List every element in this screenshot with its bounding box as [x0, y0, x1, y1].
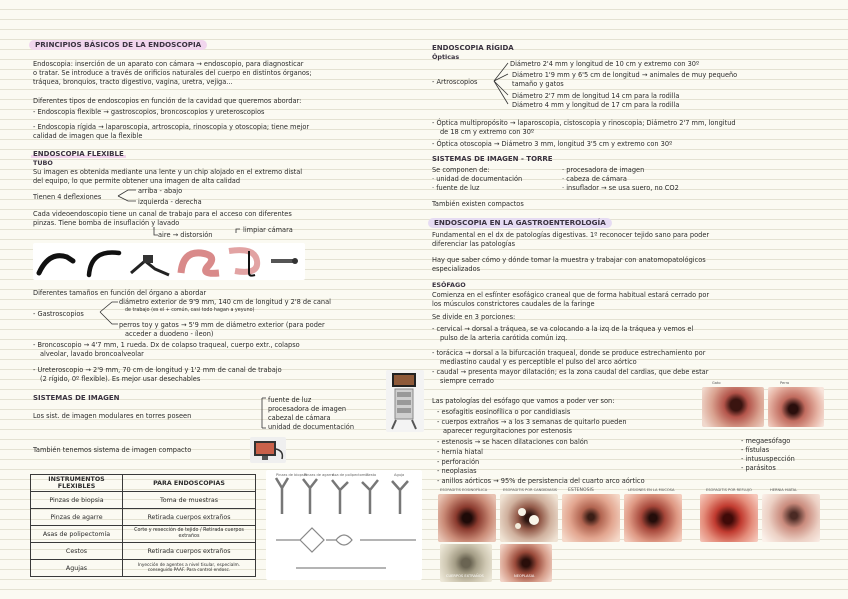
ureteroscopio-line1: - Ureteroscopio → 2'9 mm, 70 cm de longitud y 1'2 mm de canal de trabajo: [33, 366, 282, 374]
photo-caption: ESOFAGITIS EOSINOFÍLICA: [440, 488, 488, 492]
gastro-text-line4: especializados: [432, 265, 481, 273]
table-header-cell-2: PARA ENDOSCOPIAS: [123, 475, 256, 492]
instrumentos-images: [266, 470, 422, 580]
gastro-text-line1: Fundamental en el dx de patologías digestivas. 1º reconocer tejido sano para poder: [432, 231, 710, 239]
patologia-hernia: - hernia hiatal: [437, 448, 483, 456]
esofago-text-line2: los músculos constrictores caudales de la faringe: [432, 300, 595, 308]
endoscope-images-strip: [33, 243, 305, 280]
torre-unidad-documentacion: · unidad de documentación: [432, 175, 523, 183]
gastro-text-line3: Hay que saber cómo y dónde tomar la muestra y trabajar con anatomopatológicos: [432, 256, 706, 264]
photo-caption: ESOFAGITIS POR REFLUJO: [706, 488, 752, 492]
deflexion-arriba-abajo: arriba - abajo: [138, 187, 183, 195]
esofago-perro-photo: [768, 387, 824, 427]
sistema-procesadora: procesadora de imagen: [268, 405, 347, 413]
table-cell: Pinzas de agarre: [31, 509, 123, 526]
pathology-photo: [624, 494, 682, 542]
page-title: PRINCIPIOS BÁSICOS DE LA ENDOSCOPIA: [29, 40, 207, 50]
torre-insuflador: · insuflador → se usa suero, no CO2: [562, 184, 679, 192]
instr-caption: Aguja: [394, 473, 405, 477]
patologia-megaesofago: - megaesófago: [741, 437, 791, 445]
torre-endoscopia-image: [386, 370, 424, 432]
porcion-toracica-line1: - torácica → dorsal a la bifurcación traqueal, donde se produce estrechamiento por: [432, 349, 706, 357]
photo-caption: ESTENOSIS: [568, 488, 594, 493]
table-cell: Corte y resección de tejido / Retirada cuerpos extraños: [123, 526, 256, 543]
artroscopio-spec-2b: tamaño y gatos: [512, 80, 564, 88]
sistema-documentacion: unidad de documentación: [268, 423, 355, 431]
table-cell: Inyección de agentes a nivel tisular, especialm. conseguido PAAF. Para control endosc.: [123, 560, 256, 577]
pathology-photo: [438, 494, 496, 542]
table-row: [31, 526, 256, 543]
porcion-cervical-line2: pulso de la arteria carótida común izq.: [440, 334, 568, 342]
table-cell: Retirada cuerpos extraños: [123, 543, 256, 560]
aire-distorsion: aire → distorsión: [158, 231, 213, 239]
deflexiones: Tienen 4 deflexiones: [33, 193, 102, 201]
table-row: [31, 509, 256, 526]
esofago-label: ESÓFAGO: [432, 281, 466, 289]
patologia-neoplasias: - neoplasias: [437, 467, 477, 475]
opticas-label: Ópticas: [432, 53, 460, 61]
sistema-compacto-image: [250, 437, 286, 463]
tipos-intro: Diferentes tipos de endoscopios en función de la cavidad que queremos abordar:: [33, 97, 302, 105]
esofago-porciones: Se divide en 3 porciones:: [432, 313, 516, 321]
patologia-esofagitis: - esofagitis eosinofílica o por candidiasis: [437, 408, 571, 416]
tipo-rigida-line1: - Endoscopia rígida → laparoscopia, artroscopia, rinoscopia y otoscopia; tiene mejor: [33, 123, 310, 131]
table-cell: Pinzas de biopsia: [31, 492, 123, 509]
pathology-photo: [700, 494, 758, 542]
section-heading-gastroenterologia: ENDOSCOPIA EN LA GASTROENTEROLOGÍA: [428, 218, 612, 228]
broncoscopio-line2: alveolar, lavado broncoalveolar: [40, 350, 144, 358]
artroscopio-spec-1: Diámetro 2'4 mm y longitud de 10 cm y extremo con 30º: [510, 60, 700, 68]
table-cell: Toma de muestras: [123, 492, 256, 509]
endoscopia-definition-line1: Endoscopia: inserción de un aparato con cámara → endoscopio, para diagnosticar: [33, 60, 304, 68]
sistema-fuente-luz: fuente de luz: [268, 396, 312, 404]
photo-caption: HERNIA HIATAL: [770, 488, 798, 492]
instr-caption: Asa de polipectomía: [332, 473, 369, 477]
sistemas-text: Los sist. de imagen modulares en torres poseen: [33, 412, 192, 420]
artroscopio-spec-3: Diámetro 2'7 mm de longitud 14 cm para la rodilla: [512, 92, 680, 100]
gastroscopio-spec-line2: de trabajo (es el + común, casi todo hagan a yeyuno): [125, 308, 255, 313]
gastro-text-line2: diferenciar las patologías: [432, 240, 516, 248]
porcion-caudal-line1: - caudal → presenta mayor dilatación; es la zona caudal del cardias, que debe estar: [432, 368, 709, 376]
instr-caption: Cesto: [366, 473, 377, 477]
artroscopios-label: - Artroscopios: [432, 78, 478, 86]
table-cell: Agujas: [31, 560, 123, 577]
limpiar-camara: limpiar cámara: [243, 226, 293, 234]
table-header-cell-1: INSTRUMENTOS FLEXIBLES: [31, 475, 123, 492]
tipo-flexible: - Endoscopia flexible → gastroscopios, broncoscopios y ureteroscopios: [33, 108, 265, 116]
torre-procesadora: · procesadora de imagen: [562, 166, 645, 174]
ureteroscopio-line2: (2 rígido, 0º flexible). Es mejor usar desechables: [40, 375, 201, 383]
sistema-compacto-text: También tenemos sistema de imagen compacto: [33, 446, 192, 454]
table-header-row: [31, 475, 256, 492]
photo-caption: ESOFAGITIS POR CANDIDIASIS: [503, 488, 558, 492]
porcion-toracica-line2: mediastino caudal y es perceptible el pulso del arco aórtico: [440, 358, 637, 366]
endoscopia-definition-line3: tráquea, bronquios, tracto digestivo, vagina, uretra, vejiga...: [33, 78, 233, 86]
patologia-cuerpos-extranos-line1: - cuerpos extraños → a los 3 semanas de quitarlo pueden: [437, 418, 627, 426]
photo-caption: NEOPLASIA: [514, 574, 535, 578]
tubo-text-line1: Su imagen es obtenida mediante una lente y un chip alojado en el extremo distal: [33, 168, 303, 176]
photo-caption-gato: Gato: [712, 381, 721, 385]
table-cell: Asas de polipectomía: [31, 526, 123, 543]
patologias-intro: Las patologías del esófago que vamos a poder ver son:: [432, 397, 615, 405]
section-heading-sistemas-imagen: SISTEMAS DE IMAGEN: [33, 394, 120, 402]
section-heading-flexible: ENDOSCOPIA FLEXIBLE: [33, 150, 124, 158]
tubo-label: TUBO: [33, 159, 53, 167]
photo-caption: LESIONES EN LA MUCOSA: [628, 488, 675, 492]
patologia-parasitos: - parásitos: [741, 464, 776, 472]
optica-otoscopia: - Óptica otoscopia → Diámetro 3 mm, longitud 3'5 cm y extremo con 30º: [432, 140, 673, 148]
table-row: [31, 492, 256, 509]
esofago-text-line1: Comienza en el esfínter esofágico craneal que de forma habitual estará cerrado por: [432, 291, 710, 299]
optica-multiproposito-line2: de 18 cm y extremo con 30º: [440, 128, 535, 136]
tubo-text-line2: del equipo, lo que permite obtener una imagen de alta calidad: [33, 177, 241, 185]
patologia-cuerpos-extranos-line2: aparecer regurgitaciones por estenosis: [443, 427, 572, 435]
torre-compactos: También existen compactos: [432, 200, 524, 208]
tamanos-intro: Diferentes tamaños en función del órgano a abordar: [33, 289, 207, 297]
gastroscopios-label: - Gastroscopios: [33, 310, 84, 318]
torre-fuente-luz: · fuente de luz: [432, 184, 480, 192]
instrumentos-table: [30, 474, 256, 577]
canal-text-line1: Cada videoendoscopio tiene un canal de trabajo para el acceso con diferentes: [33, 210, 292, 218]
photo-caption: CUERPOS EXTRAÑOS: [446, 574, 484, 578]
torre-intro: Se componen de:: [432, 166, 490, 174]
artroscopio-spec-2: Diámetro 1'9 mm y 6'5 cm de longitud → animales de muy pequeño: [512, 71, 738, 79]
optica-multiproposito-line1: - Óptica multipropósito → laparoscopia, cistoscopia y rinoscopia; Diámetro 2'7 mm, longitud: [432, 119, 736, 127]
instr-caption: Pinzas de agarre: [304, 473, 334, 477]
patologia-fistulas: - fístulas: [741, 446, 770, 454]
patologia-intususpeccion: - intususpección: [741, 455, 795, 463]
instr-caption: Pinzas de biopsia: [276, 473, 307, 477]
pathology-photo: [762, 494, 820, 542]
endoscopia-definition-line2: o tratar. Se introduce a través de orificios naturales del cuerpo en distintos órganos;: [33, 69, 312, 77]
pathology-photo: [562, 494, 620, 542]
table-row: [31, 543, 256, 560]
porcion-caudal-line2: siempre cerrado: [440, 377, 494, 385]
pathology-photo: [500, 494, 558, 542]
esofago-gato-photo: [702, 387, 764, 427]
canal-text-line2: pinzas. Tiene bomba de insuflación y lavado: [33, 219, 180, 227]
table-cell: Retirada cuerpos extraños: [123, 509, 256, 526]
sistema-cabezal: cabezal de cámara: [268, 414, 331, 422]
patologia-estenosis: - estenosis → se hacen dilataciones con balón: [437, 438, 588, 446]
gastroscopio-spec-line1: diámetro exterior de 9'9 mm, 140 cm de longitud y 2'8 de canal: [119, 298, 331, 306]
patologia-perforacion: - perforación: [437, 458, 480, 466]
tipo-rigida-line2: calidad de imagen que la flexible: [33, 132, 143, 140]
torre-cabeza-camara: · cabeza de cámara: [562, 175, 627, 183]
porcion-cervical-line1: - cervical → dorsal a tráquea, se va colocando a la izq de la tráquea y vemos el: [432, 325, 694, 333]
gastroscopio-small-line1: perros toy y gatos → 5'9 mm de diámetro exterior (para poder: [119, 321, 325, 329]
section-heading-torre: SISTEMAS DE IMAGEN - TORRE: [432, 155, 553, 163]
patologia-anillos-aorticos: - anillos aórticos → 95% de persistencia del cuarto arco aórtico: [437, 477, 645, 485]
table-row: [31, 560, 256, 577]
gastroscopio-small-line2: acceder a duodeno - íleon): [125, 330, 214, 338]
section-heading-rigida: ENDOSCOPIA RÍGIDA: [432, 44, 514, 52]
photo-caption-perro: Perro: [780, 381, 790, 385]
table-cell: Cestos: [31, 543, 123, 560]
broncoscopio-line1: - Broncoscopio → 4'7 mm, 1 rueda. Dx de colapso traqueal, cuerpo extr., colapso: [33, 341, 300, 349]
artroscopio-spec-4: Diámetro 4 mm y longitud de 17 cm para la rodilla: [512, 101, 680, 109]
deflexion-izquierda-derecha: izquierda - derecha: [138, 198, 202, 206]
